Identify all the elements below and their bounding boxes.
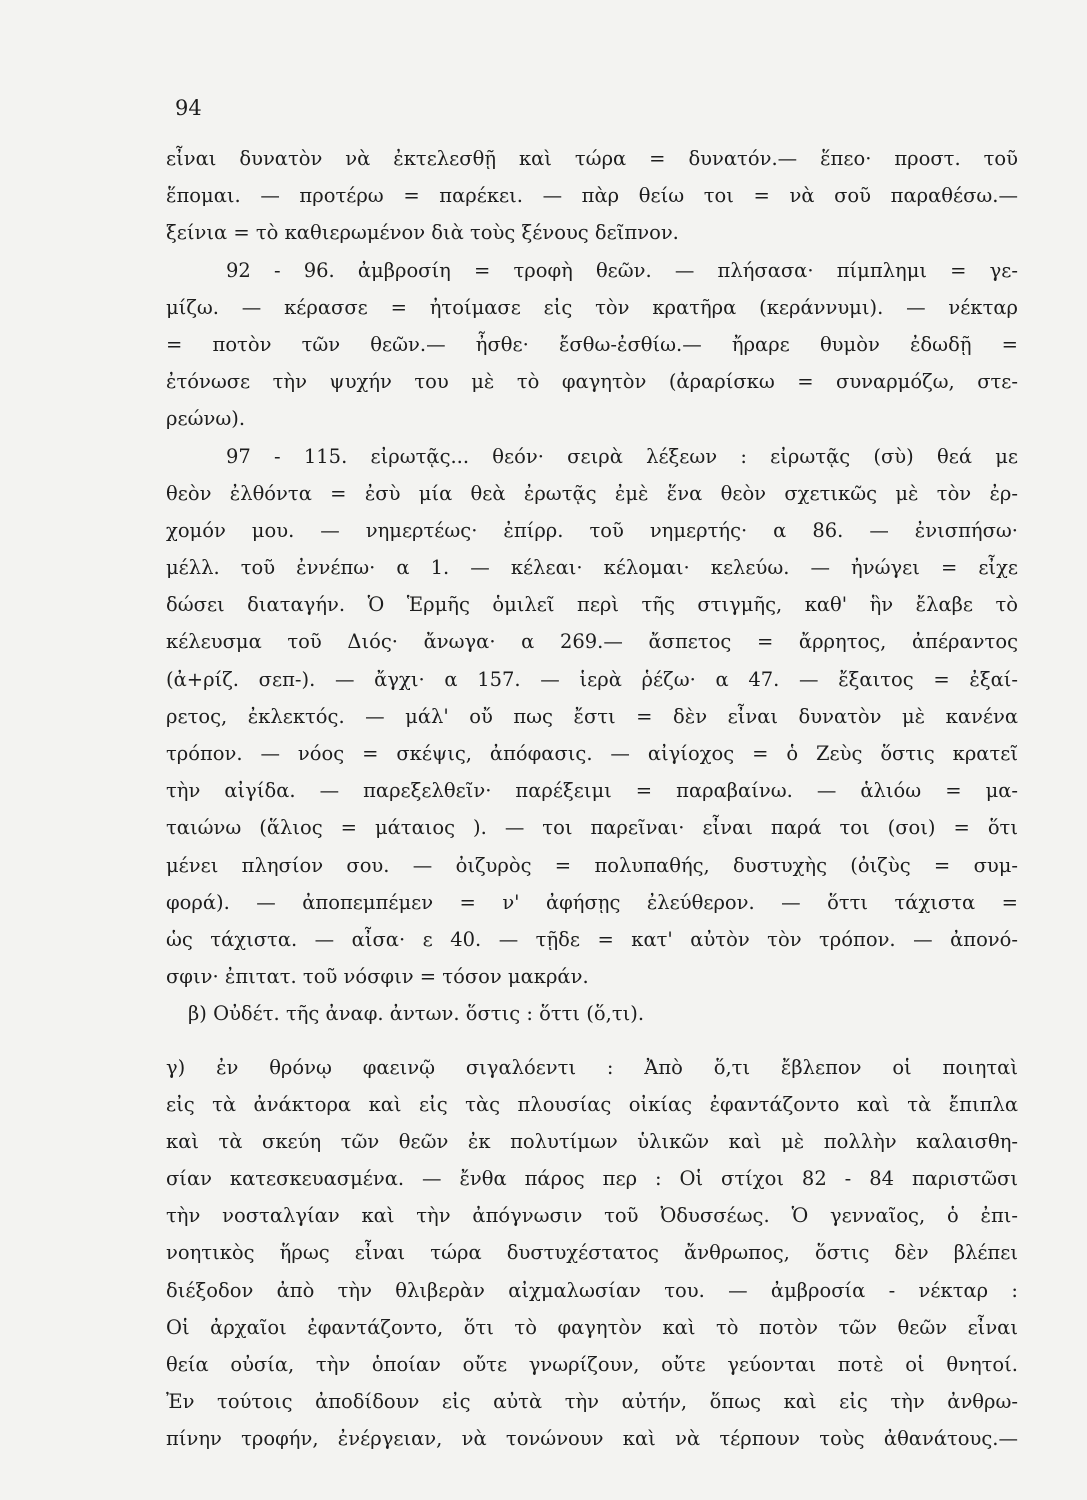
text-line: καὶ τὰ σκεύη τῶν θεῶν ἐκ πολυτίμων ὑλικῶν καὶ μὲ πολλὴν καλαισθη- [166,1129,1018,1153]
text-line: ξείνια = τὸ καθιερωμένον διὰ τοὺς ξένους δεῖπνον. [166,221,679,245]
commentary-text [166,140,1018,1458]
text-line: 92 - 96. ἀμβροσίη = τροφὴ θεῶν. — πλήσασα· πίμπλημι = γε- [226,258,1018,282]
text-line: = ποτὸν τῶν θεῶν.— ἦσθε· ἔσθω-ἐσθίω.— ἤραρε θυμὸν ἐδωδῇ = [166,332,1018,356]
text-line: νοητικὸς ἥρως εἶναι τώρα δυστυχέστατος ἄνθρωπος, ὅστις δὲν βλέπει [166,1241,1018,1265]
text-line: διέξοδον ἀπὸ τὴν θλιβερὰν αἰχμαλωσίαν του. — ἀμβροσία - νέκταρ : [166,1278,1018,1302]
text-line: μίζω. — κέρασσε = ἠτοίμασε εἰς τὸν κρατῆρα (κεράννυμι). — νέκταρ [166,295,1018,319]
text-line: τρόπον. — νόος = σκέψις, ἀπόφασις. — αἰγίοχος = ὁ Ζεὺς ὅστις κρατεῖ [166,742,1018,765]
text-line: κέλευσμα τοῦ Διός· ἄνωγα· α 269.— ἄσπετος = ἄρρητος, ἀπέραντος [166,630,1018,654]
text-line: ρετος, ἐκλεκτός. — μάλ' οὔ πως ἔστι = δὲν εἶναι δυνατὸν μὲ κανένα [166,704,1018,728]
text-line: β) Οὐδέτ. τῆς ἀναφ. ἀντων. ὅστις : ὅττι (ὅ,τι). [188,1002,645,1026]
text-line: ἕπομαι. — προτέρω = παρέκει. — πὰρ θείω τοι = νὰ σοῦ παραθέσω.— [166,184,1018,208]
text-line: ταιώνω (ἅλιος = μάταιος ). — τοι παρεῖναι· εἶναι παρά τοι (σοι) = ὅτι [166,816,1018,840]
text-line: ρεώνω). [166,407,246,431]
text-line: (ἀ+ρίζ. σεπ-). — ἄγχι· α 157. — ἱερὰ ῥέζω· α 47. — ἔξαιτος = ἐξαί- [166,667,1018,691]
page-number: 94 [175,96,202,120]
text-line: δώσει διαταγήν. Ὁ Ἑρμῆς ὁμιλεῖ περὶ τῆς στιγμῆς, καθ' ἣν ἔλαβε τὸ [166,593,1018,617]
text-line: σφιν· ἐπιτατ. τοῦ νόσφιν = τόσον μακράν. [166,965,589,989]
text-line: πίνην τροφήν, ἐνέργειαν, νὰ τονώνουν καὶ νὰ τέρπουν τοὺς ἀθανάτους.— [166,1427,1018,1451]
text-line: εἶναι δυνατὸν νὰ ἐκτελεσθῇ καὶ τώρα = δυνατόν.— ἕπεο· προστ. τοῦ [166,147,1018,170]
text-line: σίαν κατεσκευασμένα. — ἔνθα πάρος περ : Οἱ στίχοι 82 - 84 παριστῶσι [166,1167,1018,1191]
text-line: τὴν αἰγίδα. — παρεξελθεῖν· παρέξειμι = παραβαίνω. — ἁλιόω = μα- [166,779,1018,803]
text-line: γ) ἐν θρόνῳ φαεινῷ σιγαλόεντι : Ἀπὸ ὅ,τι ἔβλεπον οἱ ποιηταὶ [166,1055,1018,1079]
text-line: μέλλ. τοῦ ἐννέπω· α 1. — κέλεαι· κέλομαι· κελεύω. — ἠνώγει = εἶχε [166,556,1018,580]
text-line: μένει πλησίον σου. — ὀιζυρὸς = πολυπαθής, δυστυχὴς (ὀιζὺς = συμ- [166,853,1018,877]
text-line: εἰς τὰ ἀνάκτορα καὶ εἰς τὰς πλουσίας οἰκίας ἐφαντάζοντο καὶ τὰ ἔπιπλα [166,1092,1018,1116]
text-line: ὡς τάχιστα. — αἶσα· ε 40. — τῇδε = κατ' αὐτὸν τὸν τρόπον. — ἀπονό- [166,927,1018,951]
text-line: ἐτόνωσε τὴν ψυχήν του μὲ τὸ φαγητὸν (ἀραρίσκω = συναρμόζω, στε- [166,370,1018,394]
paragraph-gap [166,1033,1018,1049]
text-line: θεία οὐσία, τὴν ὁποίαν οὔτε γνωρίζουν, οὔτε γεύονται ποτὲ οἱ θνητοί. [166,1353,1018,1376]
text-line: 97 - 115. εἰρωτᾷς... θεόν· σειρὰ λέξεων : εἰρωτᾷς (σὺ) θεά με [226,444,1018,468]
text-line: Οἱ ἀρχαῖοι ἐφαντάζοντο, ὅτι τὸ φαγητὸν καὶ τὸ ποτὸν τῶν θεῶν εἶναι [166,1315,1018,1339]
text-line: θεὸν ἐλθόντα = ἐσὺ μία θεὰ ἐρωτᾷς ἐμὲ ἕνα θεὸν σχετικῶς μὲ τὸν ἐρ- [166,481,1018,505]
text-line: φορά). — ἀποπεμπέμεν = ν' ἀφήσῃς ἐλεύθερον. — ὅττι τάχιστα = [166,890,1018,914]
text-line: Ἐν τούτοις ἀποδίδουν εἰς αὐτὰ τὴν αὐτήν, ὅπως καὶ εἰς τὴν ἀνθρω- [166,1390,1018,1414]
text-line: τὴν νοσταλγίαν καὶ τὴν ἀπόγνωσιν τοῦ Ὀδυσσέως. Ὁ γενναῖος, ὁ ἐπι- [166,1204,1018,1228]
text-line: χομόν μου. — νημερτέως· ἐπίρρ. τοῦ νημερτής· α 86. — ἐνισπήσω· [166,518,1018,542]
